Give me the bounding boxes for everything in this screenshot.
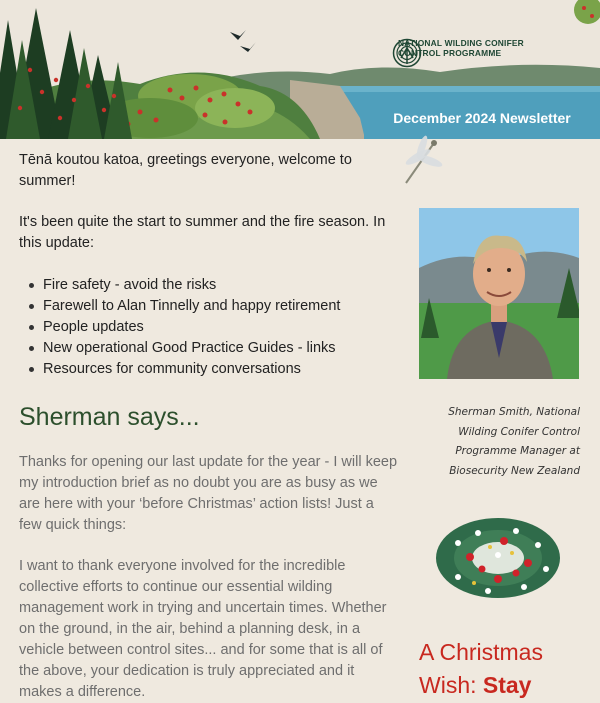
section-heading: Sherman says... [19,403,200,431]
topics-list [19,275,340,380]
christmas-wish-heading [419,636,600,702]
update-intro-paragraph: It's been quite the start to summer and the fire season. In this update: [19,214,386,251]
photo-caption: Sherman Smith, National Wilding Conifer Control Programme Manager at Biosecurity New Zealand [448,406,580,477]
logo-mark-icon [392,38,422,68]
portrait-illustration [419,208,579,379]
list-item: Fire safety - avoid the risks [19,275,340,296]
newsletter-title: December 2024 Newsletter [393,109,571,126]
greeting-paragraph: Tēnā koutou katoa, greetings everyone, welcome to summer! [19,152,352,189]
list-item: Resources for community conversations [19,359,340,380]
thanks-paragraph: Thanks for opening our last update for the year - I will keep my introduction brief as no doubt you are as busy as we are here with your ‘before Christmas’ action lists! Just a few quick things: [19,454,398,533]
christmas-wish-text: A Christmas Wish: [419,639,543,698]
list-item: New operational Good Practice Guides - links [19,338,340,359]
dragonfly-icon [396,135,446,190]
header-banner [0,0,600,139]
programme-logo [392,38,524,58]
christmas-wreath-icon [428,503,568,613]
logo-line-1: NATIONAL WILDING CONIFER [398,38,524,48]
portrait-photo [419,208,579,379]
christmas-wish-bold: Stay [482,672,532,698]
logo-line-2: CONTROL PROGRAMME [398,48,502,58]
list-item: Farewell to Alan Tinnelly and happy retirement [19,296,340,317]
list-item: People updates [19,317,340,338]
efforts-paragraph: I want to thank everyone involved for the incredible collective efforts to continue our essential wilding management work in trying and uncertain times. Whether on the ground, in the air, behind a planning desk, in a vehicle between control sites... and for some that is all of the above, your dedication is truly appreciated and it makes a difference. [19,558,387,700]
